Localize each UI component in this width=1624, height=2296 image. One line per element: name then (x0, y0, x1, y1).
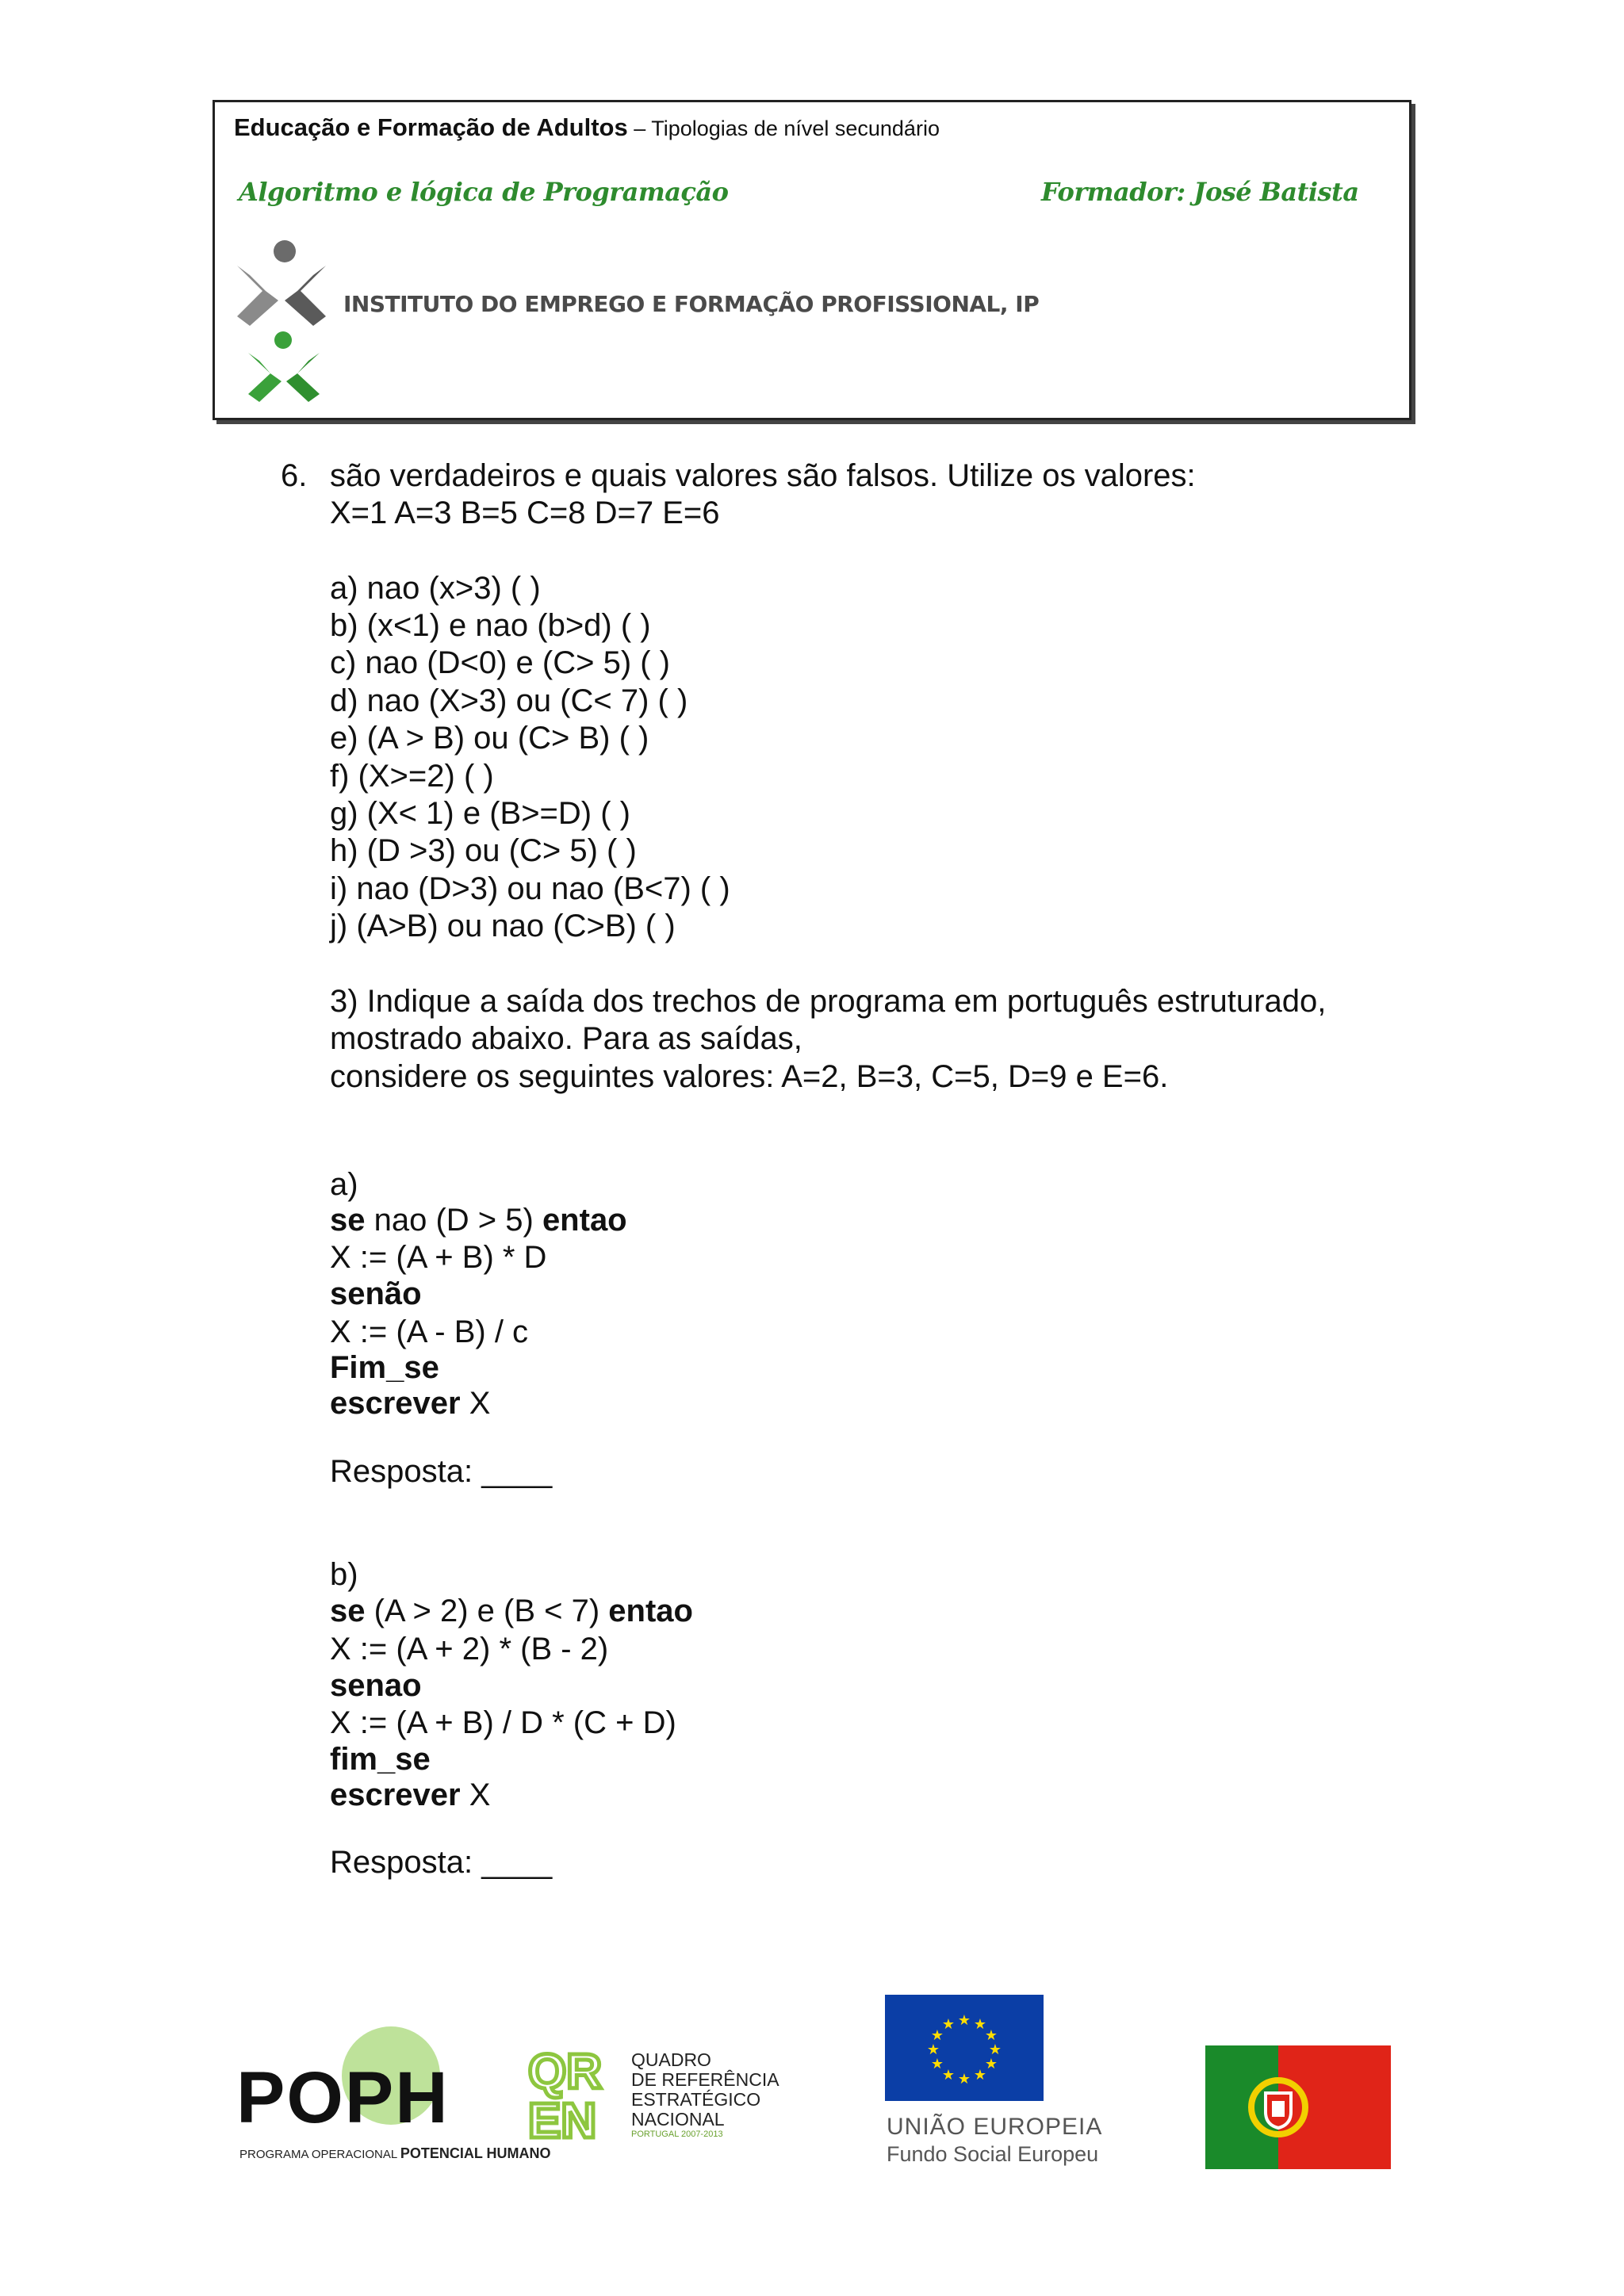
eu-fund-label: Fundo Social Europeu (887, 2142, 1099, 2166)
institute-name: INSTITUTO DO EMPREGO E FORMAÇÃO PROFISSIONAL, IP (343, 291, 1040, 317)
svg-text:★: ★ (957, 2071, 971, 2087)
poph-subtitle (239, 2145, 551, 2162)
part-b-if-line (330, 1595, 693, 1627)
list-item: g) (X< 1) e (B>=D) ( ) (330, 796, 630, 831)
exercise3-line2: mostrado abaixo. Para as saídas, (330, 1021, 802, 1056)
exercise3-line1: 3) Indique a saída dos trechos de programa em português estruturado, (330, 984, 1327, 1019)
part-a-if-line (330, 1204, 627, 1236)
eu-label: UNIÃO EUROPEIA (887, 2114, 1103, 2140)
svg-text:★: ★ (973, 2016, 987, 2033)
qren-period: PORTUGAL 2007-2013 (631, 2130, 723, 2139)
qren-line: QUADRO (631, 2049, 711, 2070)
condition: nao (D > 5) (365, 1203, 542, 1238)
svg-text:QR: QR (528, 2045, 602, 2099)
list-item: h) (D >3) ou (C> 5) ( ) (330, 833, 637, 868)
trainer-name: Formador: José Batista (1041, 177, 1359, 207)
part-a-assign2: X := (A - B) / c (330, 1314, 529, 1349)
part-b-label: b) (330, 1557, 358, 1592)
svg-text:★: ★ (941, 2016, 956, 2033)
keyword: se (330, 1594, 366, 1628)
svg-text:★: ★ (926, 2042, 940, 2058)
keyword: escrever (330, 1777, 461, 1812)
poph-subtitle-small: PROGRAMA OPERACIONAL (239, 2148, 400, 2161)
list-item: c) nao (D<0) e (C> 5) ( ) (330, 645, 671, 680)
condition: (A > 2) e (B < 7) (365, 1594, 609, 1628)
part-a-assign1: X := (A + B) * D (330, 1240, 547, 1275)
qren-line: NACIONAL (631, 2109, 725, 2130)
exercise-number: 6. (281, 458, 308, 493)
qren-line: ESTRATÉGICO (631, 2089, 761, 2110)
svg-text:★: ★ (988, 2042, 1002, 2058)
part-a-label: a) (330, 1167, 358, 1202)
qren-logo-icon (528, 2042, 626, 2141)
list-item: e) (A > B) ou (C> B) ( ) (330, 721, 649, 756)
header-title (234, 113, 940, 142)
list-item: i) nao (D>3) ou nao (B<7) ( ) (330, 871, 730, 906)
portugal-flag-icon (1205, 2045, 1391, 2169)
list-item: f) (X>=2) ( ) (330, 759, 494, 794)
part-b-else: senao (330, 1668, 422, 1703)
write-var: X (460, 1386, 491, 1421)
part-b-assign2: X := (A + B) / D * (C + D) (330, 1705, 676, 1740)
list-item: a) nao (x>3) ( ) (330, 571, 541, 606)
list-item: b) (x<1) e nao (b>d) ( ) (330, 608, 651, 643)
part-a-else: senão (330, 1276, 422, 1311)
svg-text:★: ★ (957, 2012, 971, 2029)
svg-text:★: ★ (930, 2027, 944, 2044)
keyword: entao (542, 1203, 627, 1238)
exercise6-values: X=1 A=3 B=5 C=8 D=7 E=6 (330, 496, 720, 530)
svg-text:★: ★ (973, 2067, 987, 2084)
part-b-end: fim_se (330, 1742, 431, 1777)
course-name: Algoritmo e lógica de Programação (239, 177, 729, 207)
program-name: Educação e Formação de Adultos (234, 113, 628, 141)
svg-text:★: ★ (941, 2067, 956, 2084)
exercise3-line3: considere os seguintes valores: A=2, B=3, C=5, D=9 e E=6. (330, 1059, 1169, 1094)
part-a-end: Fim_se (330, 1350, 439, 1385)
list-item: j) (A>B) ou nao (C>B) ( ) (330, 909, 676, 943)
program-subtitle: – Tipologias de nível secundário (627, 117, 940, 140)
keyword: entao (608, 1594, 693, 1628)
part-a-answer: Resposta: ____ (330, 1454, 553, 1489)
exercise6-intro: são verdadeiros e quais valores são falsos. Utilize os valores: (330, 458, 1196, 493)
poph-subtitle-bold: POTENCIAL HUMANO (400, 2145, 551, 2161)
poph-logo-text: POPH (236, 2057, 450, 2138)
eu-flag-icon (885, 1995, 1044, 2101)
part-b-write-line (330, 1779, 490, 1811)
svg-text:★: ★ (930, 2056, 944, 2072)
qren-line: DE REFERÊNCIA (631, 2069, 779, 2090)
iefp-logo-icon (231, 234, 334, 408)
part-b-assign1: X := (A + 2) * (B - 2) (330, 1632, 609, 1667)
svg-text:★: ★ (984, 2056, 998, 2072)
part-a-write-line (330, 1387, 490, 1419)
write-var: X (460, 1777, 491, 1812)
list-item: d) nao (X>3) ou (C< 7) ( ) (330, 683, 688, 718)
document-header (213, 100, 1411, 420)
part-b-answer: Resposta: ____ (330, 1845, 553, 1880)
keyword: se (330, 1203, 366, 1238)
svg-text:EN: EN (528, 2094, 597, 2141)
qren-text (631, 2050, 779, 2130)
svg-text:★: ★ (984, 2027, 998, 2044)
keyword: escrever (330, 1386, 461, 1421)
